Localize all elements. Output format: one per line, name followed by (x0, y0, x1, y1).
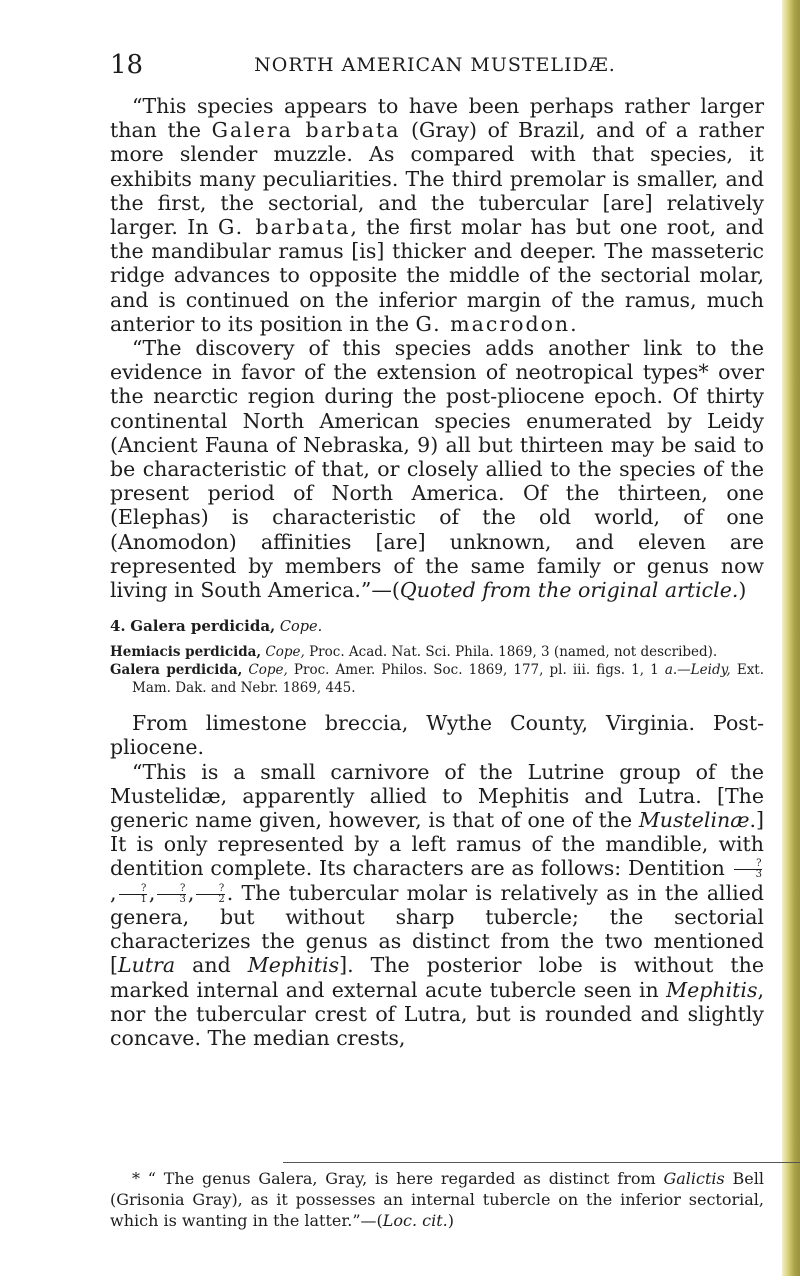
page-header (110, 50, 760, 78)
page-body (110, 94, 764, 1050)
species-authority: Cope. (279, 619, 323, 636)
paragraph-1: “This species appears to have been perhaps rather larger than the Galera barbata (Gray) of Brazil, and of a rather more slender muzzle. As compared with that species, it exhibits many peculiarities. The third premolar is smaller, and the first, the sectorial, and the tubercular [are] relatively larger. In G. barbata, the first molar has but one root, and the mandibular ramus [is] thicker and deeper. The masseteric ridge advances to opposite the middle of the sectorial molar, and is continued on the inferior margin of the ramus, much anterior to its position in the G. macrodon. (110, 94, 764, 336)
synonymy-entry: Hemiacis perdicida, Cope, Proc. Acad. Nat. Sci. Phila. 1869, 3 (named, not described). (110, 644, 718, 661)
genus-name: Galera barbata (211, 118, 401, 143)
genus-name: G. macrodon (415, 311, 571, 336)
footnote-rule (283, 1162, 800, 1163)
dentition-fraction: $\frac{?}{3}$ (734, 859, 762, 880)
locality-paragraph: From limestone breccia, Wythe County, Virginia. Post-pliocene. (110, 711, 764, 760)
synonymy-list (110, 643, 764, 697)
page-edge (782, 0, 800, 1276)
genus-name: G. barbata (217, 215, 351, 240)
footnote: * “ The genus Galera, Gray, is here regarded as distinct from Galictis Bell (Grisonia Gray), as it possesses an internal tubercle on the inferior sectorial, which is wanting in the latter.”—(Loc. cit.) (110, 1169, 765, 1230)
dentition-fraction: $\frac{?}{1}$ (119, 884, 147, 905)
dentition-fraction: $\frac{?}{3}$ (157, 884, 185, 905)
species-name: Galera perdicida, (130, 617, 276, 636)
italic-note: Quoted from the original article. (399, 578, 739, 603)
running-title: NORTH AMERICAN MUSTELIDÆ. (254, 54, 616, 76)
dentition-fraction: $\frac{?}{2}$ (196, 884, 224, 905)
synonymy-entry: Galera perdicida, Cope, Proc. Amer. Philos. Soc. 1869, 177, pl. iii. figs. 1, 1 a.—Leidy, Ext. Mam. Dak. and Nebr. 1869, 445. (110, 662, 765, 697)
paragraph-2: “The discovery of this species adds another link to the evidence in favor of the extension of neotropical types* over the nearctic region during the post-pliocene epoch. Of thirty continental North American species enumerated by Leidy (Ancient Fauna of Nebraska, 9) all but thirteen may be said to be characteristic of that, or closely allied to the species of the present period of North America. Of the thirteen, one (Elephas) is characteristic of the old world, of one (Anomodon) affinities [are] unknown, and eleven are represented by members of the same family or genus now living in South America.”—(Quoted from the original article.) (110, 336, 764, 603)
species-heading: 4. Galera perdicida, Cope. (110, 617, 323, 636)
paragraph-3: “This is a small carnivore of the Lutrine group of the Mustelidæ, apparently allied to Mephitis and Lutra. [The generic name given, however, is that of one of the Mustelinæ.] It is only represented by a left ramus of the mandible, with dentition complete. Its characters are as follows: Dentition $\frac{?}{3}$ , $\frac{?}{1}$ , $\frac{?}{3}$ , $\frac{?}{2}$ . The tubercular molar is relatively as in the allied genera, but without sharp tubercle; the sectorial characterizes the genus as distinct from the two mentioned [Lutra and Mephitis]. The posterior lobe is without the marked internal and external acute tubercle seen in Mephitis, nor the tubercular crest of Lutra, but is rounded and slightly concave. The median crests, (110, 759, 764, 1050)
page-number: 18 (110, 50, 144, 80)
